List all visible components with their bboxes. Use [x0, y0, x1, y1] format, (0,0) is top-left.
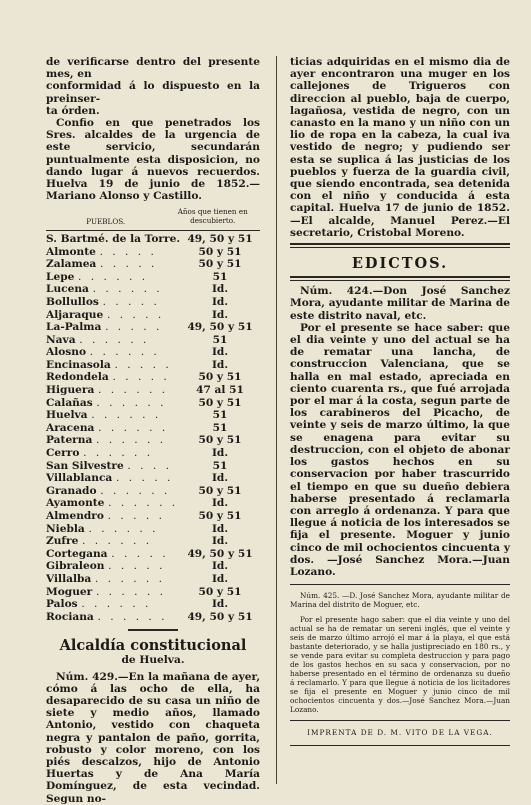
leader-dots: . . . . . . — [98, 384, 169, 397]
notice-424-label: Núm. 424. — [300, 285, 373, 298]
table-row — [46, 586, 260, 599]
town-name: Bollullos — [46, 295, 99, 308]
leader-dots: . . . . . — [102, 295, 160, 308]
town-name: Higuera — [46, 384, 95, 397]
town-name: Rociana — [46, 610, 94, 623]
town-name: Gibraleon — [46, 560, 105, 573]
leader-dots: . . . . — [127, 459, 172, 472]
table-row — [46, 321, 260, 334]
years-cell: 50 y 51 — [198, 245, 242, 258]
table-row — [46, 523, 260, 536]
leader-dots: . . . . . . — [91, 409, 162, 422]
years-cell: 50 y 51 — [198, 510, 242, 522]
notice-425-header: Núm. 425. —D. José Sanchez Mora, ayudante militar de Marina del distrito de Moguer, etc. — [290, 591, 510, 610]
leader-dots: . . . . . . — [95, 585, 166, 598]
right-column — [290, 56, 510, 752]
table-row — [46, 460, 260, 473]
leader-dots: . . . . . — [114, 358, 172, 371]
intro-line-2: conformidad á lo dispuesto en la preinser- — [46, 80, 260, 105]
notice-424-text: Por el presente se hace saber: que el dia veinte y uno del actual se ha de rematar una lancha, de construccion Valenciana, que se halla en mal estado, apreciada en ciento cuarenta rs., que fué arrojada por el mar á la costa, segun parte de los carabineros del Picacho, de veinte y seis de marzo último, la que se enagena para evitar su destruccion, con el objeto de abonar los gastos hechos en su conservacion por haber trascurrido el tiempo en que su dueño debiera haberse presentado á reclamarla con arreglo á ordenanza. Y para que llegue á noticia de los interesados se fija el presente. Moguer y junio cinco de mil ochocientos cincuenta y dos. —José Sanchez Mora.—Juan Lozano. — [290, 321, 510, 578]
town-name-cell — [46, 460, 180, 473]
column-divider — [276, 56, 277, 784]
years-cell: Id. — [211, 472, 229, 485]
town-name-cell — [46, 472, 180, 485]
leader-dots: . . . . . — [112, 371, 170, 384]
years-cell: 47 al 51 — [196, 384, 244, 397]
town-name-cell — [46, 510, 180, 523]
town-name: Palos — [46, 598, 78, 611]
imprenta-rule-bottom — [290, 745, 510, 746]
leader-dots: . . . . . . — [98, 421, 169, 434]
years-cell: 50 y 51 — [198, 585, 242, 598]
town-name: Villalba — [46, 572, 92, 585]
leader-dots: . . . . . — [106, 308, 165, 321]
town-name: Lucena — [46, 283, 89, 296]
table-row — [46, 447, 260, 460]
leader-dots: . . . . . . — [108, 497, 179, 510]
table-row — [46, 233, 260, 246]
town-name: San Silvestre — [46, 459, 124, 472]
notice-424-header-text: —Don José Sanchez Mora, ayudante militar de Marina de este distrito naval, etc. — [290, 285, 510, 322]
town-name-cell — [46, 271, 180, 284]
town-name-cell — [46, 283, 180, 296]
table-row — [46, 510, 260, 523]
notice-divider — [290, 584, 510, 585]
years-cell: 49, 50 y 51 — [187, 232, 253, 245]
town-name-cell — [46, 535, 180, 548]
notice-424-header — [290, 285, 510, 322]
alcaldia-subtitle: de Huelva. — [121, 654, 185, 667]
town-name: Calañas — [46, 396, 93, 409]
imprenta-line: IMPRENTA DE D. M. VITO DE LA VEGA. — [307, 728, 493, 738]
leader-dots: . . . . . — [107, 510, 165, 522]
leader-dots: . . . . . . — [82, 535, 153, 548]
town-name: Cerro — [46, 447, 80, 460]
table-row — [46, 371, 260, 384]
years-cell: Id. — [211, 497, 229, 510]
table-row — [46, 434, 260, 447]
town-name-cell — [46, 447, 180, 460]
town-name-cell — [46, 296, 180, 309]
town-name-cell — [46, 497, 180, 510]
years-cell: 50 y 51 — [198, 484, 242, 497]
town-name: Zufre — [46, 535, 79, 548]
town-name: Cortegana — [46, 547, 108, 560]
town-name: Aljaraque — [46, 308, 104, 321]
section-divider — [128, 629, 178, 631]
years-cell: Id. — [211, 447, 229, 460]
table-row — [46, 258, 260, 271]
leader-dots: . . . . . — [111, 547, 169, 560]
table-row — [46, 409, 260, 422]
years-cell: Id. — [211, 598, 229, 611]
table-row — [46, 535, 260, 548]
town-name-cell — [46, 485, 180, 498]
town-name: Lepe — [46, 270, 75, 283]
table-row — [46, 472, 260, 485]
years-cell: Id. — [211, 308, 229, 321]
town-name-cell — [46, 359, 180, 372]
edictos-title: EDICTOS. — [351, 255, 449, 273]
years-cell: Id. — [211, 346, 229, 359]
years-cell: Id. — [211, 358, 229, 371]
imprenta-rule-top — [290, 720, 510, 721]
notice-425-text: Por el presente hago saber: que el dia veinte y uno del actual se ha de rematar un sereni inglés, que el veinte y seis de marzo último arrojó el mar á la playa, el que está bastante deteriorado, y se halla justipreciado en 180 rs., y se vende para evitar su completa destruccion y para pago de los gastos hechos en su saca y conservacion, por no haberse presentado en el término de ordenanza su dueño á reclamarlo. Y para que llegue á noticia de los licitadores se fija el presente en Moguer y junio cinco de mil ochocientos cincuenta y dos.—José Sanchez Mora.—Juan Lozano. — [290, 615, 510, 715]
table-header — [46, 208, 260, 227]
town-name-cell — [46, 258, 180, 271]
leader-dots: . . . . . . — [97, 610, 168, 623]
alcaldia-title: Alcaldía constitucional — [59, 637, 247, 655]
years-cell: Id. — [211, 535, 229, 548]
table-rule — [46, 230, 260, 231]
table-row — [46, 246, 260, 259]
notice-429 — [46, 671, 260, 805]
town-name-cell — [46, 346, 180, 359]
years-cell: 51 — [212, 421, 228, 434]
notice-429-label: Núm. 429. — [56, 670, 118, 683]
years-cell: 50 y 51 — [198, 396, 242, 409]
years-cell: Id. — [211, 283, 229, 296]
table-row — [46, 598, 260, 611]
table-row — [46, 573, 260, 586]
years-cell: 49, 50 y 51 — [187, 321, 253, 334]
years-cell: 50 y 51 — [198, 371, 242, 384]
town-name-cell — [46, 548, 180, 561]
table-header-pueblos: PUEBLOS. — [86, 217, 126, 227]
years-cell: Id. — [211, 522, 229, 535]
confio-paragraph: Confio en que penetrados los Sres. alcaldes de la urgencia de este servicio, secundarán puntualmente esta disposicion, no dando lugar á nuevos recuerdos. Huelva 19 de junio de 1852.—Mariano Alonso y Castillo. — [46, 117, 260, 203]
town-name-cell — [46, 309, 180, 322]
years-cell: Id. — [211, 572, 229, 585]
table-row — [46, 485, 260, 498]
years-cell: 49, 50 y 51 — [187, 547, 253, 560]
years-cell: 50 y 51 — [198, 258, 242, 271]
intro-line-3: ta órden. — [46, 104, 100, 117]
town-name-cell — [46, 598, 180, 611]
town-name: Ayamonte — [46, 497, 105, 510]
leader-dots: . . . . . — [99, 245, 157, 258]
town-name-cell — [46, 397, 180, 410]
leader-dots: . . . . . . — [78, 270, 149, 283]
town-name: Huelva — [46, 409, 88, 422]
town-name: Moguer — [46, 585, 93, 598]
leader-dots: . . . . . . — [83, 447, 154, 460]
table-row — [46, 346, 260, 359]
table-row — [46, 611, 260, 624]
edictos-rule-top — [290, 243, 510, 248]
table-header-years: Años que tienen en descubierto. — [177, 207, 248, 225]
town-name: Villablanca — [46, 472, 113, 485]
years-cell: 51 — [212, 459, 228, 472]
table-row — [46, 283, 260, 296]
table-row — [46, 397, 260, 410]
town-name: Redondela — [46, 371, 109, 384]
town-name: Paterna — [46, 434, 93, 447]
town-name: S. Bartmé. de la Torre. — [46, 232, 181, 245]
leader-dots: . . . . . — [116, 472, 174, 485]
table-row — [46, 497, 260, 510]
leader-dots: . . . . . . — [92, 283, 163, 296]
table-row — [46, 422, 260, 435]
towns-table — [46, 233, 260, 623]
years-cell: 51 — [212, 409, 228, 422]
town-name: Nava — [46, 333, 76, 346]
town-name: La-Palma — [46, 321, 102, 334]
years-cell: Id. — [211, 295, 229, 308]
town-name: Almendro — [46, 510, 104, 522]
town-name: Alosno — [46, 346, 87, 359]
leader-dots: . . . . . . — [81, 598, 152, 611]
leader-dots: . . . . . — [100, 258, 158, 271]
leader-dots: . . . . . — [105, 321, 163, 334]
town-name-cell — [46, 334, 180, 347]
years-cell: 49, 50 y 51 — [187, 610, 253, 623]
table-row — [46, 271, 260, 284]
table-row — [46, 384, 260, 397]
years-cell: 51 — [212, 270, 228, 283]
town-name-cell — [46, 371, 180, 384]
leader-dots: . . . . . . — [96, 396, 167, 409]
years-cell: 51 — [212, 333, 228, 346]
town-name-cell — [46, 523, 180, 536]
left-column — [46, 56, 260, 805]
town-name-cell — [46, 573, 180, 586]
town-name-cell — [46, 321, 180, 334]
town-name: Zalamea — [46, 258, 97, 271]
leader-dots: . . . . . . — [96, 434, 167, 447]
table-row — [46, 548, 260, 561]
years-cell: 50 y 51 — [198, 434, 242, 447]
leader-dots: . . . . . — [108, 560, 166, 573]
town-name-cell — [46, 384, 180, 397]
town-name-cell — [46, 246, 180, 259]
notice-429-text: —En la mañana de ayer, cómo á las ocho de ella, ha desaparecido de su casa un niño de siete y medio años, llamado Antonio, vestido con chaqueta negra y pantalon de paño, gorrita, robusto y color moreno, con los piés descalzos, hijo de Antonio Huertas y de Ana María Domínguez, de esta vecindad. Segun no- — [46, 670, 261, 805]
town-name-cell — [46, 233, 180, 246]
continued-paragraph: ticias adquiridas en el mismo dia de ayer encontraron una muger en los callejones de Trigueros con direccion al pueblo, baja de cuerpo, lagañosa, vestida de negro, con un canasto en la mano y un niño con un lio de ropa en la cabeza, la cual iva vestido de negro; y pudiendo ser esta se suplica á las justicias de los pueblos y fuerza de la guardia civil, que siendo encontrada, sea detenida con el niño y conducida á esta capital. Huelva 17 de junio de 1852.—El alcalde, Manuel Perez.—El secretario, Cristobal Moreno. — [290, 56, 510, 239]
table-row — [46, 296, 260, 309]
town-name: Aracena — [46, 421, 95, 434]
table-row — [46, 359, 260, 372]
table-row — [46, 309, 260, 322]
leader-dots: . . . . . . — [89, 346, 160, 359]
town-name: Granado — [46, 484, 97, 497]
town-name-cell — [46, 586, 180, 599]
intro-line-1: de verificarse dentro del presente mes, en — [46, 56, 260, 81]
town-name-cell — [46, 422, 180, 435]
leader-dots: . . . . . . — [100, 484, 171, 497]
town-name: Almonte — [46, 245, 96, 258]
table-row — [46, 334, 260, 347]
town-name-cell — [46, 560, 180, 573]
town-name-cell — [46, 611, 180, 624]
edictos-rule-bottom — [290, 276, 510, 281]
leader-dots: . . . . . . — [94, 572, 166, 585]
town-name: Niebla — [46, 522, 85, 535]
town-name-cell — [46, 409, 180, 422]
table-row — [46, 560, 260, 573]
leader-dots: . . . . . . — [79, 333, 150, 346]
town-name-cell — [46, 434, 180, 447]
leader-dots: . . . . . . — [88, 522, 159, 535]
years-cell: Id. — [211, 560, 229, 573]
town-name: Encinasola — [46, 358, 111, 371]
